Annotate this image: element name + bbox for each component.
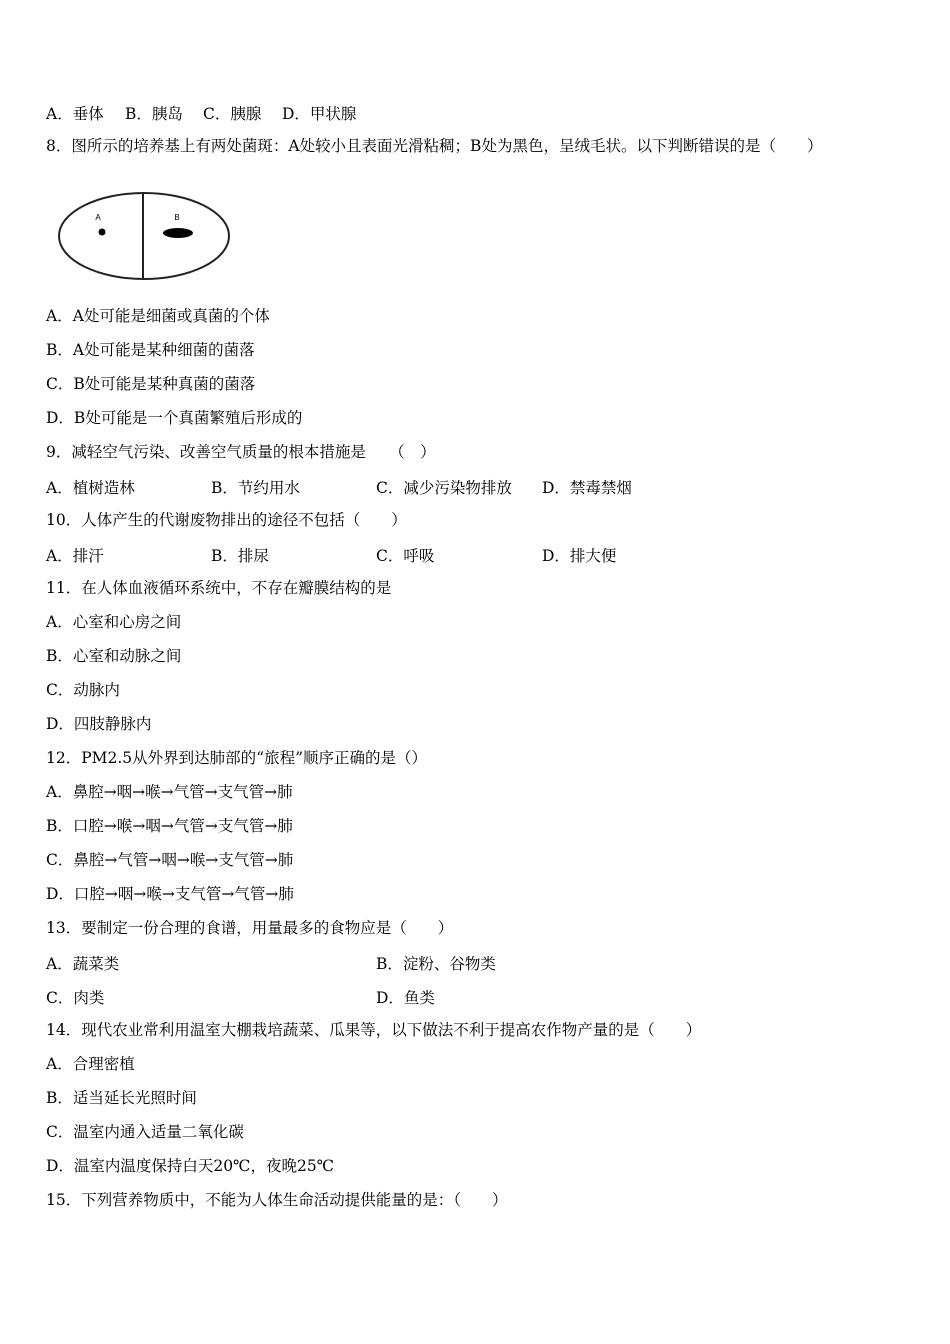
q14-option-d: D．温室内温度保持白天20℃，夜晚25℃: [46, 1157, 335, 1175]
q7-option-b: B．胰岛: [125, 105, 183, 123]
q11-stem: 11．在人体血液循环系统中，不存在瓣膜结构的是: [46, 579, 392, 597]
q11-option-a: A．心室和心房之间: [46, 613, 182, 631]
q7-option-d: D．甲状腺: [282, 105, 357, 123]
q10-option-a: A．排汗: [46, 547, 104, 565]
q12-stem: 12．PM2.5从外界到达肺部的“旅程”顺序正确的是（）: [46, 749, 428, 767]
q8-option-c: C．B处可能是某种真菌的菌落: [46, 375, 256, 393]
q14-stem: 14．现代农业常利用温室大棚栽培蔬菜、瓜果等，以下做法不利于提高农作物产量的是（ ）: [46, 1021, 702, 1039]
q13-options-row2: [46, 986, 906, 1006]
petri-dish-diagram: [57, 190, 233, 284]
q9-options: [46, 476, 906, 496]
q12-option-a: A．鼻腔→咽→喉→气管→支气管→肺: [46, 783, 293, 801]
q10-options: [46, 544, 906, 564]
q7-option-a: A．垂体: [46, 105, 104, 123]
q13-options-row1: [46, 952, 906, 972]
q9-stem: 9．减轻空气污染、改善空气质量的根本措施是 （ ）: [46, 443, 436, 461]
q11-option-b: B．心室和动脉之间: [46, 647, 182, 665]
q12-option-b: B．口腔→喉→咽→气管→支气管→肺: [46, 817, 293, 835]
q9-option-d: D．禁毒禁烟: [542, 479, 632, 497]
q11-option-c: C．动脉内: [46, 681, 120, 699]
colony-a-dot: [99, 229, 106, 236]
q9-option-a: A．植树造林: [46, 479, 135, 497]
q9-option-c: C．减少污染物排放: [376, 479, 512, 497]
q10-option-c: C．呼吸: [376, 547, 435, 565]
q10-stem: 10．人体产生的代谢废物排出的途径不包括（ ）: [46, 511, 407, 529]
q12-option-c: C．鼻腔→气管→咽→喉→支气管→肺: [46, 851, 294, 869]
q13-stem: 13．要制定一份合理的食谱，用量最多的食物应是（ ）: [46, 919, 454, 937]
q13-option-c: C．肉类: [46, 989, 105, 1007]
q7-option-c: C．胰腺: [203, 105, 262, 123]
q13-option-a: A．蔬菜类: [46, 955, 120, 973]
q8-option-a: A．A处可能是细菌或真菌的个体: [46, 307, 270, 325]
figure-label-b: B: [174, 213, 180, 222]
q14-option-b: B．适当延长光照时间: [46, 1089, 197, 1107]
figure-label-a: A: [95, 213, 101, 222]
q7-options: [46, 102, 906, 122]
q8-option-d: D．B处可能是一个真菌繁殖后形成的: [46, 409, 303, 427]
q14-option-a: A．合理密植: [46, 1055, 135, 1073]
q13-option-b: B．淀粉、谷物类: [376, 955, 496, 973]
q12-option-d: D．口腔→咽→喉→支气管→气管→肺: [46, 885, 294, 903]
q13-option-d: D．鱼类: [376, 989, 435, 1007]
q14-option-c: C．温室内通入适量二氧化碳: [46, 1123, 244, 1141]
q8-option-b: B．A处可能是某种细菌的菌落: [46, 341, 255, 359]
q8-stem: 8．图所示的培养基上有两处菌斑：A处较小且表面光滑粘稠；B处为黑色，呈绒毛状。以下判断错误的是（ ）: [46, 137, 823, 155]
q10-option-b: B．排尿: [211, 547, 269, 565]
q15-stem: 15．下列营养物质中，不能为人体生命活动提供能量的是：（ ）: [46, 1191, 508, 1209]
q9-option-b: B．节约用水: [211, 479, 300, 497]
q10-option-d: D．排大便: [542, 547, 617, 565]
colony-b-ellipse: [163, 228, 193, 238]
petri-dish-figure: [57, 190, 233, 288]
q11-option-d: D．四肢静脉内: [46, 715, 152, 733]
